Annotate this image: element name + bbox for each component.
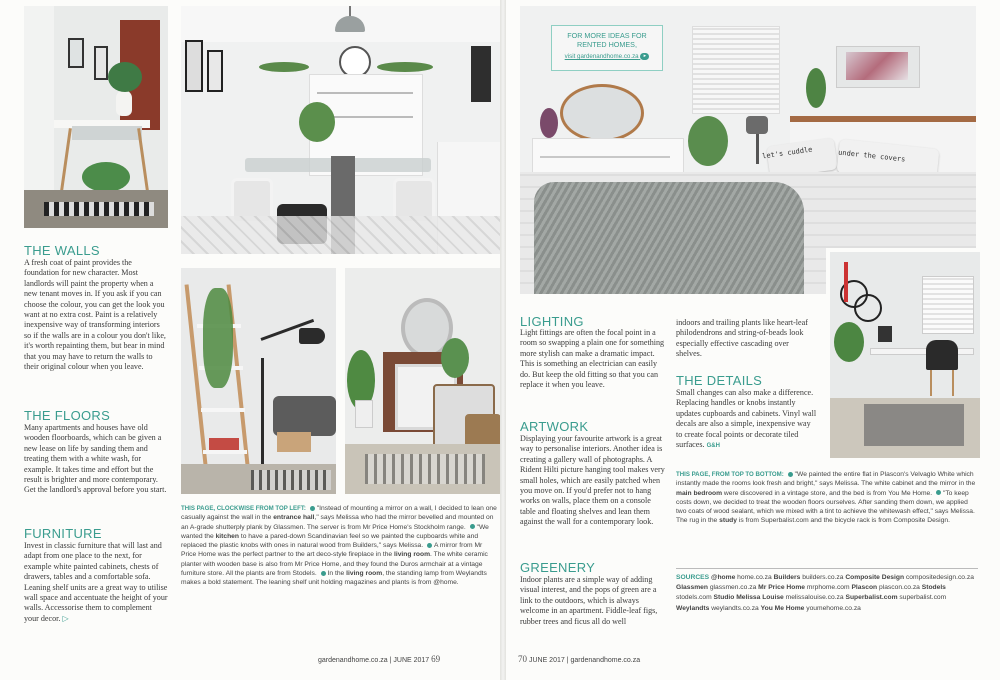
- photo-entrance-hall: [24, 6, 168, 228]
- body-artwork: Displaying your favourite artwork is a great way to personalise interiors. Another idea is creating a gallery wall of photographs. A Rident Hilti picture hanging tool makes very small holes, which are easily patched when you move on. If you'd prefer not to hang works on walls, place them on a console table and floating shelves and lean them against the wall for a contemporary look.: [520, 434, 665, 527]
- source-entry: [761, 605, 861, 612]
- source-name: Studio Melissa Louise: [713, 594, 784, 602]
- source-link[interactable]: stodels.com: [676, 594, 712, 602]
- caption-room-name: living room: [394, 551, 431, 559]
- heading-the-walls: THE WALLS: [24, 243, 100, 258]
- caption-room-name: main bedroom: [676, 489, 723, 497]
- heading-artwork: ARTWORK: [520, 419, 589, 434]
- source-link[interactable]: melissalouise.co.za: [785, 594, 844, 602]
- source-link[interactable]: glassmen.co.za: [709, 584, 757, 592]
- caption-text: , the standing lamp from Weylandts makes a bold statement. The leaning shelf unit holding magazines and plants is from @home.: [181, 570, 487, 587]
- caption-room-name: living room: [346, 570, 383, 578]
- bullet-dot-icon: [470, 524, 475, 529]
- arrow-right-icon: ▸: [640, 53, 649, 60]
- source-link[interactable]: builders.co.za: [802, 574, 844, 581]
- source-link[interactable]: mrphome.com: [806, 584, 850, 592]
- heading-greenery: GREENERY: [520, 560, 596, 575]
- folio-site: gardenandhome.co.za: [570, 657, 641, 664]
- source-entry: [676, 605, 759, 612]
- body-the-details-text: Small changes can also make a difference. Replacing handles or knobs instantly updates cupboards and cabinets. Vinyl wall decals are also a simple, inexpensive way to create focal points or decorate tiled surfaces.: [676, 388, 817, 450]
- source-name: @home: [710, 574, 736, 581]
- source-link[interactable]: youmehome.co.za: [806, 604, 861, 612]
- caption-text: "We painted the entire flat in Plascon's Velvaglo White which instantly made the rooms look fresh and bright," says Melissa. The white cabinet and the mirror in the: [676, 471, 976, 488]
- bullet-dot-icon: [427, 543, 432, 548]
- folio-site: gardenandhome.co.za: [318, 657, 388, 664]
- photo-living-room-fireplace: [345, 268, 500, 494]
- promo-line-2: RENTED HOMES,: [577, 40, 637, 49]
- source-link[interactable]: weylandts.co.za: [711, 604, 759, 612]
- promo-box: [551, 25, 663, 71]
- caption-left-page: [181, 504, 499, 588]
- source-entry: [774, 574, 844, 581]
- folio-left: [318, 654, 440, 664]
- caption-text: "Instead of mounting a mirror on a wall, I decided to lean one casually against the wall in the: [181, 505, 497, 522]
- caption-lead: THIS PAGE, CLOCKWISE FROM TOP LEFT:: [181, 505, 306, 512]
- bullet-dot-icon: [310, 506, 315, 511]
- folio-separator: |: [566, 657, 569, 664]
- source-entry: [714, 594, 844, 601]
- source-name: Superbalist.com: [845, 594, 898, 602]
- source-name: Builders: [773, 574, 801, 581]
- heading-furniture: FURNITURE: [24, 526, 102, 541]
- sources-list: [676, 573, 978, 614]
- source-entry: [845, 574, 974, 581]
- source-entry: [851, 584, 919, 591]
- source-name: Composite Design: [845, 574, 905, 581]
- source-entry: [758, 584, 849, 591]
- source-link[interactable]: compositedesign.co.za: [905, 574, 974, 581]
- pillow-text-right: under the covers: [837, 148, 906, 164]
- pillow-text-left: let's cuddle: [761, 145, 813, 161]
- sources-divider: [676, 568, 978, 569]
- caption-text: "We wanted the: [181, 523, 489, 540]
- source-entry: [711, 574, 772, 581]
- bullet-dot-icon: [321, 571, 326, 576]
- source-name: Mr Price Home: [758, 584, 805, 592]
- caption-text: . The white ceramic planter with wooden base is also from Mr Price Home, and they found the Duros armchair at a vintage furniture store. All the plants are from Stodels.: [181, 551, 488, 578]
- source-entry: [676, 584, 756, 591]
- folio-right: [518, 654, 640, 664]
- photo-study: [826, 248, 984, 462]
- bullet-dot-icon: [788, 472, 793, 477]
- body-furniture: [24, 541, 168, 624]
- caption-text: were discovered in a vintage store, and the bed is from You Me Home.: [722, 489, 933, 497]
- caption-text: is from Superbalist.com and the bicycle rack is from Composite Design.: [736, 517, 950, 525]
- caption-lead: THIS PAGE, FROM TOP TO BOTTOM:: [676, 471, 784, 478]
- right-page: [506, 0, 1000, 680]
- folio-issue: JUNE 2017: [528, 657, 565, 664]
- folio-issue: JUNE 2017: [393, 657, 430, 664]
- body-the-floors: Many apartments and houses have old wooden floorboards, which can be given a new lease on life by sanding them and treating them with a white wash, for example. It takes time and effort but the result is brighter and more contemporary. Get the landlord's approval before you start.: [24, 423, 167, 495]
- source-name: Weylandts: [676, 604, 710, 612]
- body-greenery: Indoor plants are a simple way of adding visual interest, and the pops of green are a link to the outdoors, which is always welcome in an apartment. Fiddle-leaf figs, rubber trees and ficus all do well: [520, 575, 658, 626]
- bullet-dot-icon: [936, 490, 941, 495]
- heading-lighting: LIGHTING: [520, 314, 584, 329]
- source-link[interactable]: plascon.co.za: [878, 584, 920, 592]
- promo-link[interactable]: [552, 53, 662, 60]
- page-number: 70: [518, 654, 527, 664]
- body-the-details: [676, 388, 818, 451]
- body-the-walls: A fresh coat of paint provides the foundation for new character. Most landlords will paint the property when a new tenant moves in. If you ask if you can choose the colour, you can get the look you want at no extra cost. Paint is a relatively inexpensive way of transforming interiors so if the walls are in a colour you don't like, it's worth repainting them, but bear in mind that you may have to return the walls to their original colour when you leave.: [24, 258, 166, 372]
- continue-arrow-icon: ▷: [62, 613, 69, 623]
- source-link[interactable]: superbalist.com: [899, 594, 947, 602]
- source-name: You Me Home: [760, 604, 805, 612]
- source-name: Stodels: [921, 584, 946, 592]
- caption-text: to have a pared-down Scandinavian feel so we painted the cupboards white and replaced the plastic knobs with ones in natural wood from Builders," says Melissa.: [181, 532, 479, 550]
- caption-text: In the: [327, 570, 347, 578]
- photo-kitchen: [181, 6, 500, 254]
- end-mark: G&H: [706, 443, 720, 450]
- heading-the-details: THE DETAILS: [676, 373, 763, 388]
- caption-right-page: [676, 470, 978, 526]
- caption-text: ," says Melissa who had the mirror bevelled and mounted on an A-grade shutterply plank by Glassmen. The server is from Mr Price Home's Stockholm range.: [181, 514, 494, 531]
- source-entry: [845, 594, 946, 601]
- caption-text: A mirror from Mr Price Home was the perfect partner to the art deco-style fireplace in the: [181, 542, 483, 559]
- folio-separator: |: [389, 657, 392, 664]
- body-furniture-text: Invest in classic furniture that will last and adapt from one place to the next, for example white painted cabinets, chests of drawers, tables and a comfortable sofa. Leaning shelf units are a great way to utilise wall space and accentuate the height of your walls. Accessorise them to complement your decor.: [24, 541, 168, 623]
- body-lighting: Light fittings are often the focal point in a room so swapping a plain one for something more stylish can make a dramatic impact. This is something an electrician can easily do. But keep the old fitting so that you can replace it when you leave.: [520, 328, 665, 390]
- caption-text: "To keep costs down, we decided to treat the wooden floors ourselves. After sanding them down, we applied two coats of wood sealant, which we mixed with a tint to achieve the whitewash effect," says Melissa. The rug in the: [676, 489, 975, 525]
- sources-label: SOURCES: [676, 574, 710, 581]
- source-link[interactable]: home.co.za: [737, 574, 772, 581]
- body-greenery-continued: indoors and trailing plants like heart-leaf philodendrons and string-of-beads look especially effective cascading over shelves.: [676, 318, 808, 359]
- page-number: 69: [431, 654, 441, 664]
- heading-the-floors: THE FLOORS: [24, 408, 111, 423]
- photo-leaning-shelf: [181, 268, 336, 494]
- caption-room-name: kitchen: [215, 532, 239, 540]
- promo-line-1: FOR MORE IDEAS FOR: [567, 31, 647, 40]
- source-name: Plascon: [851, 584, 878, 592]
- source-name: Glassmen: [676, 584, 708, 592]
- caption-room-name: entrance hall: [273, 514, 315, 522]
- promo-link-text[interactable]: visit gardenandhome.co.za: [564, 53, 639, 61]
- caption-room-name: study: [719, 517, 737, 525]
